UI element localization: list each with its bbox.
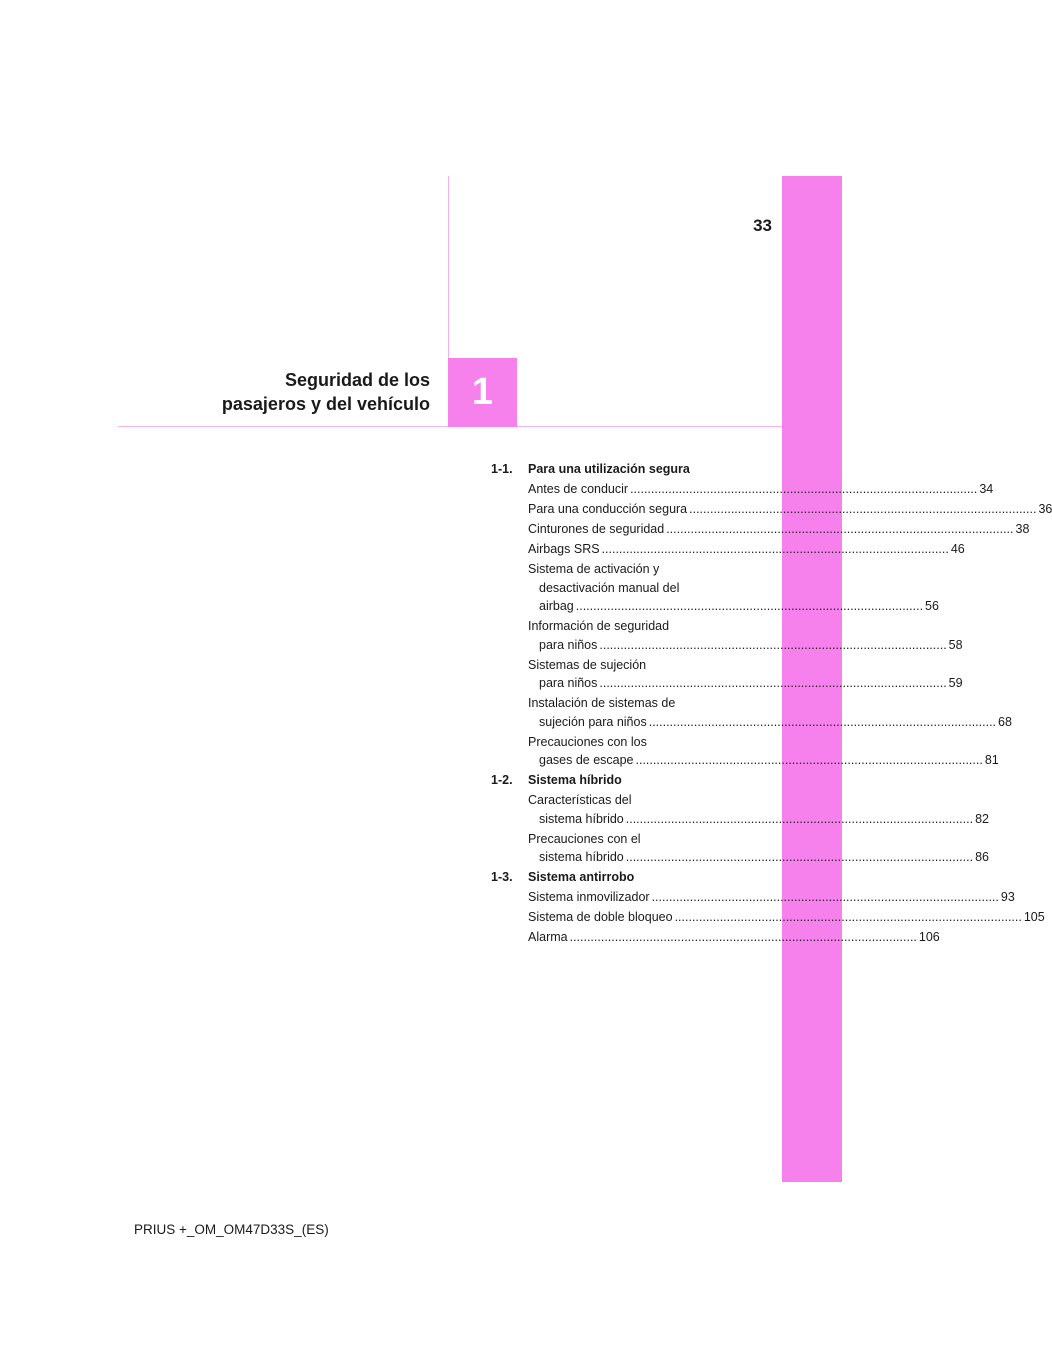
toc-section [491, 460, 741, 479]
toc-entry-text: Airbags SRS [528, 542, 600, 556]
chapter-number-box [448, 358, 517, 427]
toc-entry[interactable] [528, 480, 994, 499]
toc-entry-text: Características del [528, 793, 632, 807]
dot-leader [650, 890, 1001, 904]
toc-entry[interactable] [528, 830, 989, 867]
toc-entry-page: 46 [950, 542, 965, 556]
toc-entry-page: 68 [998, 714, 1012, 729]
toc-entry-text: Sistema de doble bloqueo [528, 910, 673, 924]
dot-leader [624, 850, 975, 864]
footer-document-code: PRIUS +_OM_OM47D33S_(ES) [134, 1222, 329, 1237]
toc-section [491, 868, 741, 887]
dot-leader [574, 599, 925, 613]
dot-leader [634, 753, 985, 767]
toc-entry-page: 58 [948, 637, 963, 652]
toc-section-number: 1-3. [491, 870, 513, 884]
toc-entry-text: gases de escape [539, 753, 634, 767]
toc-entry[interactable] [528, 656, 963, 693]
dot-leader [628, 482, 979, 496]
toc-entry-text: Sistema inmovilizador [528, 890, 650, 904]
dot-leader [597, 676, 948, 690]
toc-section-title: Sistema híbrido [528, 773, 622, 787]
chapter-title-line-2: pasajeros y del vehículo [221, 394, 430, 414]
toc-entry-text: sistema híbrido [539, 850, 624, 864]
dot-leader [568, 930, 919, 944]
toc-entry-text: Sistema de activación y [528, 562, 660, 576]
dot-leader [600, 542, 951, 556]
toc-entry-page: 86 [975, 850, 989, 864]
toc-entry-page: 34 [979, 482, 994, 496]
toc-entry-page: 36 [1038, 502, 1052, 516]
toc-entry-text: airbag [539, 599, 574, 613]
table-of-contents [491, 460, 1052, 948]
toc-entry-text: para niños [539, 637, 598, 652]
toc-entry-text: Antes de conducir [528, 482, 629, 496]
toc-entry-page: 105 [1023, 910, 1045, 924]
toc-entry[interactable] [528, 560, 939, 616]
dot-leader [647, 715, 998, 729]
toc-section-title: Sistema antirrobo [528, 870, 635, 884]
toc-entry[interactable] [528, 791, 989, 828]
toc-section-title: Para una utilización segura [528, 462, 690, 476]
toc-entry-text: desactivación manual del [539, 580, 680, 595]
toc-entry-page: 38 [1015, 522, 1030, 536]
toc-entry-text: Para una conducción segura [528, 502, 688, 516]
toc-section-number: 1-2. [491, 773, 513, 787]
toc-entry-page: 59 [948, 676, 963, 690]
dot-leader [597, 638, 948, 652]
page-number: 33 [753, 216, 772, 235]
toc-entry-text: sujeción para niños [539, 714, 647, 729]
dot-leader [624, 812, 975, 826]
chapter-number: 1 [471, 371, 494, 413]
vertical-rule [448, 176, 449, 358]
toc-entry[interactable] [528, 520, 1030, 539]
dot-leader [673, 910, 1024, 924]
toc-entry[interactable] [528, 733, 999, 770]
toc-entry[interactable] [528, 694, 1012, 731]
toc-entry-page: 81 [984, 753, 999, 767]
dot-leader [687, 502, 1038, 516]
toc-entry[interactable] [528, 540, 965, 559]
toc-entry-text: Precauciones con los [528, 734, 647, 749]
chapter-title-line-1: Seguridad de los [284, 370, 430, 390]
toc-section-number: 1-1. [491, 462, 513, 476]
toc-entry-text: Cinturones de seguridad [528, 522, 665, 536]
toc-entry[interactable] [528, 908, 1045, 927]
toc-entry-page: 56 [925, 599, 939, 613]
toc-entry[interactable] [528, 500, 1052, 519]
chapter-title [222, 368, 430, 416]
toc-entry-page: 106 [918, 930, 940, 944]
toc-entry-text: Precauciones con el [528, 831, 641, 846]
toc-entry[interactable] [528, 617, 963, 654]
toc-section [491, 771, 741, 790]
toc-entry-text: Instalación de sistemas de [528, 696, 676, 710]
dot-leader [664, 522, 1015, 536]
toc-entry-page: 93 [1000, 890, 1015, 904]
toc-entry-text: sistema híbrido [539, 811, 624, 826]
toc-entry[interactable] [528, 928, 940, 947]
toc-entry-text: para niños [539, 676, 598, 690]
toc-entry[interactable] [528, 888, 1015, 907]
toc-entry-text: Sistemas de sujeción [528, 657, 647, 672]
toc-entry-page: 82 [975, 811, 989, 826]
toc-entry-text: Alarma [528, 930, 568, 944]
toc-entry-text: Información de seguridad [528, 619, 670, 633]
